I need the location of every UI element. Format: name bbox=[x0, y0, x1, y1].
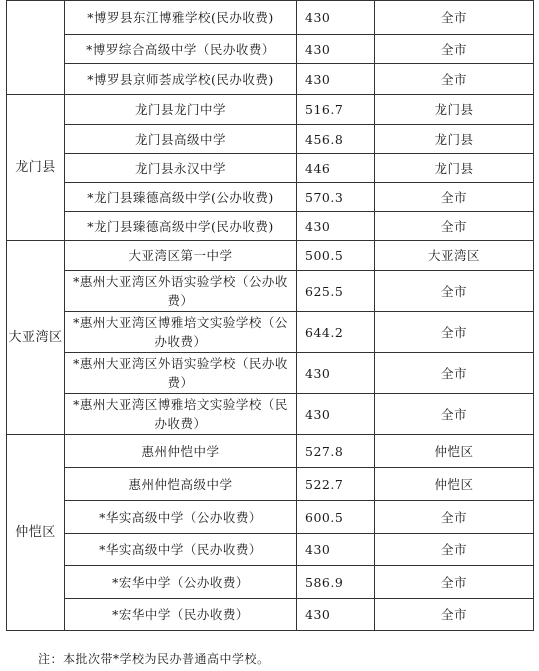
enrollment-scope-cell: 全市 bbox=[375, 183, 534, 212]
school-name-cell: 龙门县龙门中学 bbox=[65, 95, 297, 125]
table-row bbox=[7, 599, 534, 631]
school-name-cell: *惠州大亚湾区外语实验学校（民办收费） bbox=[65, 353, 297, 394]
table-row bbox=[7, 1, 534, 35]
table-row bbox=[7, 125, 534, 154]
enrollment-scope-cell: 全市 bbox=[375, 271, 534, 312]
school-name-cell: *博罗县京师荟成学校(民办收费) bbox=[65, 64, 297, 95]
enrollment-scope-cell: 全市 bbox=[375, 312, 534, 353]
school-name-cell: *华实高级中学（民办收费） bbox=[65, 534, 297, 566]
table-row bbox=[7, 501, 534, 534]
enrollment-scope-cell: 全市 bbox=[375, 534, 534, 566]
score-cell: 600.5 bbox=[297, 501, 375, 534]
enrollment-scope-cell: 龙门县 bbox=[375, 95, 534, 125]
table-row bbox=[7, 95, 534, 125]
table-row bbox=[7, 394, 534, 435]
score-cell: 430 bbox=[297, 599, 375, 631]
district-cell: 龙门县 bbox=[7, 95, 65, 241]
school-name-cell: 惠州仲恺高级中学 bbox=[65, 468, 297, 501]
enrollment-scope-cell: 龙门县 bbox=[375, 125, 534, 154]
enrollment-scope-cell: 全市 bbox=[375, 1, 534, 35]
school-name-cell: *博罗县东江博雅学校(民办收费) bbox=[65, 1, 297, 35]
school-name-cell: *龙门县臻德高级中学(民办收费) bbox=[65, 212, 297, 241]
table-row bbox=[7, 64, 534, 95]
score-cell: 456.8 bbox=[297, 125, 375, 154]
table-row bbox=[7, 312, 534, 353]
enrollment-scope-cell: 龙门县 bbox=[375, 154, 534, 183]
school-name-cell: *惠州大亚湾区外语实验学校（公办收费） bbox=[65, 271, 297, 312]
table-row bbox=[7, 353, 534, 394]
score-cell: 430 bbox=[297, 353, 375, 394]
enrollment-scope-cell: 全市 bbox=[375, 599, 534, 631]
enrollment-scope-cell: 全市 bbox=[375, 64, 534, 95]
table-body bbox=[7, 1, 534, 631]
score-cell: 522.7 bbox=[297, 468, 375, 501]
enrollment-scope-cell: 全市 bbox=[375, 394, 534, 435]
table-row bbox=[7, 183, 534, 212]
table-row bbox=[7, 212, 534, 241]
score-cell: 430 bbox=[297, 394, 375, 435]
table-row bbox=[7, 566, 534, 599]
enrollment-scope-cell: 仲恺区 bbox=[375, 468, 534, 501]
enrollment-scope-cell: 仲恺区 bbox=[375, 435, 534, 468]
admission-score-table bbox=[6, 0, 534, 631]
score-cell: 500.5 bbox=[297, 241, 375, 271]
school-name-cell: *宏华中学（民办收费） bbox=[65, 599, 297, 631]
score-cell: 570.3 bbox=[297, 183, 375, 212]
score-cell: 430 bbox=[297, 35, 375, 64]
district-cell bbox=[7, 1, 65, 95]
score-cell: 446 bbox=[297, 154, 375, 183]
score-cell: 430 bbox=[297, 64, 375, 95]
score-cell: 644.2 bbox=[297, 312, 375, 353]
school-name-cell: 大亚湾区第一中学 bbox=[65, 241, 297, 271]
table-row bbox=[7, 35, 534, 64]
district-cell: 大亚湾区 bbox=[7, 241, 65, 435]
footnote: 注：本批次带*学校为民办普通高中学校。 bbox=[38, 652, 270, 666]
score-cell: 586.9 bbox=[297, 566, 375, 599]
school-name-cell: *博罗综合高级中学（民办收费） bbox=[65, 35, 297, 64]
school-name-cell: 龙门县高级中学 bbox=[65, 125, 297, 154]
score-cell: 516.7 bbox=[297, 95, 375, 125]
table-row bbox=[7, 468, 534, 501]
score-cell: 430 bbox=[297, 1, 375, 35]
table-row bbox=[7, 271, 534, 312]
enrollment-scope-cell: 全市 bbox=[375, 501, 534, 534]
score-cell: 527.8 bbox=[297, 435, 375, 468]
score-cell: 430 bbox=[297, 212, 375, 241]
table-row bbox=[7, 534, 534, 566]
score-cell: 430 bbox=[297, 534, 375, 566]
school-name-cell: *惠州大亚湾区博雅培文实验学校（民办收费） bbox=[65, 394, 297, 435]
score-cell: 625.5 bbox=[297, 271, 375, 312]
enrollment-scope-cell: 大亚湾区 bbox=[375, 241, 534, 271]
enrollment-scope-cell: 全市 bbox=[375, 35, 534, 64]
district-cell: 仲恺区 bbox=[7, 435, 65, 631]
school-name-cell: 龙门县永汉中学 bbox=[65, 154, 297, 183]
table-row bbox=[7, 241, 534, 271]
school-name-cell: 惠州仲恺中学 bbox=[65, 435, 297, 468]
school-name-cell: *龙门县臻德高级中学(公办收费) bbox=[65, 183, 297, 212]
school-name-cell: *宏华中学（公办收费） bbox=[65, 566, 297, 599]
enrollment-scope-cell: 全市 bbox=[375, 353, 534, 394]
school-name-cell: *华实高级中学（公办收费） bbox=[65, 501, 297, 534]
table-row bbox=[7, 435, 534, 468]
table-row bbox=[7, 154, 534, 183]
enrollment-scope-cell: 全市 bbox=[375, 566, 534, 599]
enrollment-scope-cell: 全市 bbox=[375, 212, 534, 241]
school-name-cell: *惠州大亚湾区博雅培文实验学校（公办收费） bbox=[65, 312, 297, 353]
